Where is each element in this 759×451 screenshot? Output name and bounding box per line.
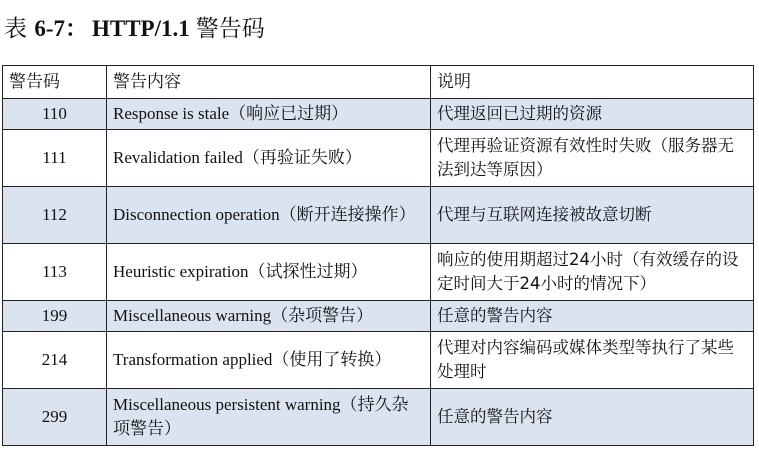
header-description: 说明: [431, 66, 754, 99]
warning-code: 113: [3, 244, 107, 301]
caption-title: HTTP/1.1: [91, 16, 190, 41]
warning-code: 110: [3, 99, 107, 130]
caption-label: 表: [4, 16, 35, 42]
table-row: [3, 244, 754, 301]
warning-content: Response is stale（响应已过期）: [107, 99, 431, 130]
table-row: [3, 99, 754, 130]
table-row: [3, 301, 754, 332]
warning-content: Revalidation failed（再验证失败）: [107, 130, 431, 187]
header-code: 警告码: [3, 66, 107, 99]
warning-content: Disconnection operation（断开连接操作）: [107, 187, 431, 244]
table-caption: [4, 14, 265, 44]
table-row: [3, 130, 754, 187]
warning-content: Miscellaneous persistent warning（持久杂项警告）: [107, 389, 431, 446]
warning-code: 214: [3, 332, 107, 389]
warning-description: 响应的使用期超过24小时（有效缓存的设定时间大于24小时的情况下）: [431, 244, 754, 301]
warning-description: 代理返回已过期的资源: [431, 99, 754, 130]
caption-number: 6-7：: [34, 16, 88, 41]
warning-content: Miscellaneous warning（杂项警告）: [107, 301, 431, 332]
warning-description: 代理对内容编码或媒体类型等执行了某些处理时: [431, 332, 754, 389]
warning-description: 任意的警告内容: [431, 301, 754, 332]
warning-description: 任意的警告内容: [431, 389, 754, 446]
header-content: 警告内容: [107, 66, 431, 99]
table-header-row: [3, 66, 754, 99]
table-row: [3, 187, 754, 244]
warning-description: 代理再验证资源有效性时失败（服务器无法到达等原因）: [431, 130, 754, 187]
caption-tail: 警告码: [195, 16, 265, 42]
warning-code: 299: [3, 389, 107, 446]
warning-code-table: [2, 65, 754, 446]
warning-code: 112: [3, 187, 107, 244]
warning-description: 代理与互联网连接被故意切断: [431, 187, 754, 244]
warning-content: Heuristic expiration（试探性过期）: [107, 244, 431, 301]
table-row: [3, 389, 754, 446]
table-row: [3, 332, 754, 389]
warning-code: 111: [3, 130, 107, 187]
warning-code: 199: [3, 301, 107, 332]
warning-content: Transformation applied（使用了转换）: [107, 332, 431, 389]
